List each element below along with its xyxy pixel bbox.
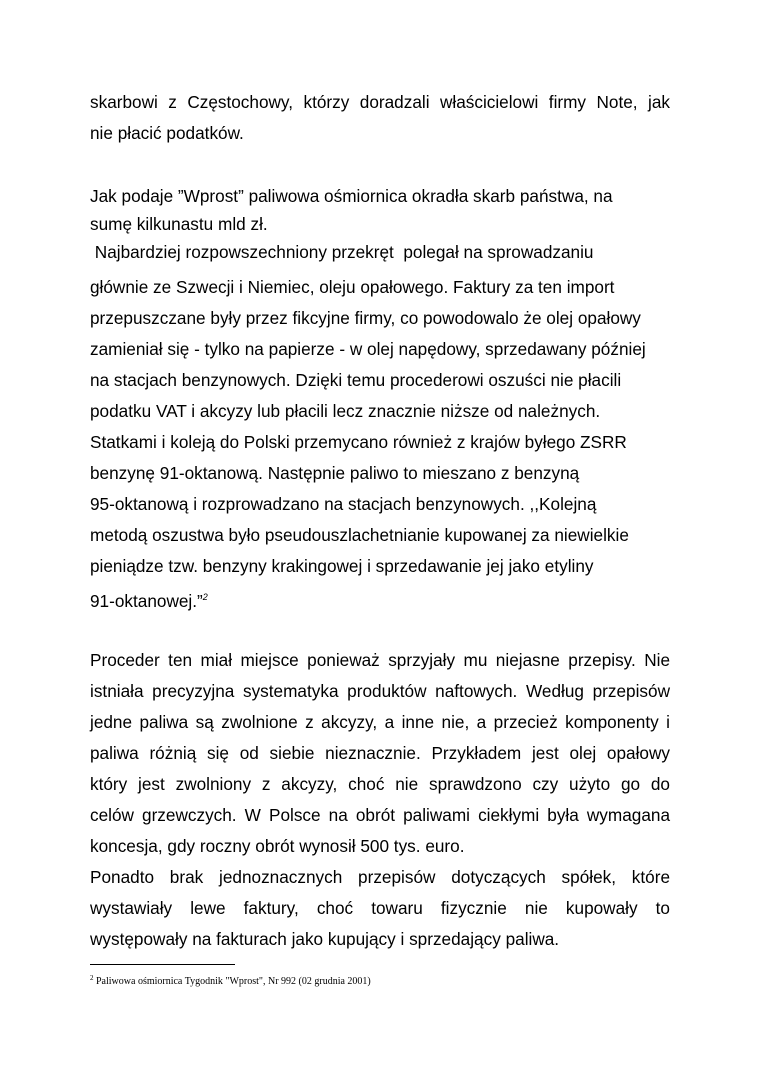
text-line: występowały na fakturach jako kupujący i sprzedający paliwa. <box>90 929 560 949</box>
text-line: pieniądze tzw. benzyny krakingowej i sprzedawanie jej jako etyliny <box>90 556 594 576</box>
text-line: podatku VAT i akcyzy lub płacili lecz znacznie niższe od należnych. <box>90 401 601 421</box>
text-line: jedne paliwa są zwolnione z akcyzy, a inne nie, a przecież komponenty i <box>90 712 670 732</box>
text-line: nie płacić podatków. <box>90 123 244 143</box>
text-line: istniała precyzyjna systematyka produktów naftowych. Według przepisów <box>90 681 670 701</box>
text-line: metodą oszustwa było pseudouszlachetnianie kupowanej za niewielkie <box>90 525 629 545</box>
text-line: na stacjach benzynowych. Dzięki temu procederowi oszuści nie płacili <box>90 370 622 390</box>
text-line: celów grzewczych. W Polsce na obrót paliwami ciekłymi była wymagana <box>90 805 670 825</box>
text-line: przepuszczane były przez fikcyjne firmy, co powodowalo że olej opałowy <box>90 308 641 328</box>
text-line-content: 91-oktanowej.” <box>90 591 203 611</box>
text-line: Ponadto brak jednoznacznych przepisów dotyczących spółek, które <box>90 867 670 887</box>
text-line: Jak podaje ”Wprost” paliwowa ośmiornica okradła skarb państwa, na <box>90 186 613 206</box>
footnote <box>90 971 670 989</box>
text-line <box>90 586 670 612</box>
text-line: wystawiały lewe faktury, choć towaru fizycznie nie kupowały to <box>90 898 670 918</box>
text-line: zamieniał się - tylko na papierze - w olej napędowy, sprzedawany później <box>90 339 646 359</box>
text-line: głównie ze Szwecji i Niemiec, oleju opałowego. Faktury za ten import <box>90 277 615 297</box>
text-line: Proceder ten miał miejsce ponieważ sprzyjały mu niejasne przepisy. Nie <box>90 650 670 670</box>
text-line: 95-oktanową i rozprowadzano na stacjach benzynowych. ,,Kolejną <box>90 494 597 514</box>
text-line: Najbardziej rozpowszechniony przekręt polegał na sprowadzaniu <box>90 242 594 262</box>
text-line: który jest zwolniony z akcyzy, choć nie sprawdzono czy użyto go do <box>90 774 670 794</box>
footnote-text: Paliwowa ośmiornica Tygodnik "Wprost", Nr 992 (02 grudnia 2001) <box>93 976 371 987</box>
footnote-reference[interactable]: 2 <box>202 592 208 602</box>
text-line: koncesja, gdy roczny obrót wynosił 500 tys. euro. <box>90 836 465 856</box>
text-line: Statkami i koleją do Polski przemycano również z krajów byłego ZSRR <box>90 432 627 452</box>
text-line: sumę kilkunastu mld zł. <box>90 214 268 234</box>
footnote-number: 2 <box>90 974 94 982</box>
text-line: paliwa różnią się od siebie nieznacznie. Przykładem jest olej opałowy <box>90 743 670 763</box>
footnote-separator <box>90 964 235 965</box>
text-line: skarbowi z Częstochowy, którzy doradzali właścicielowi firmy Note, jak <box>90 92 670 112</box>
text-line: benzynę 91-oktanową. Następnie paliwo to mieszano z benzyną <box>90 463 580 483</box>
